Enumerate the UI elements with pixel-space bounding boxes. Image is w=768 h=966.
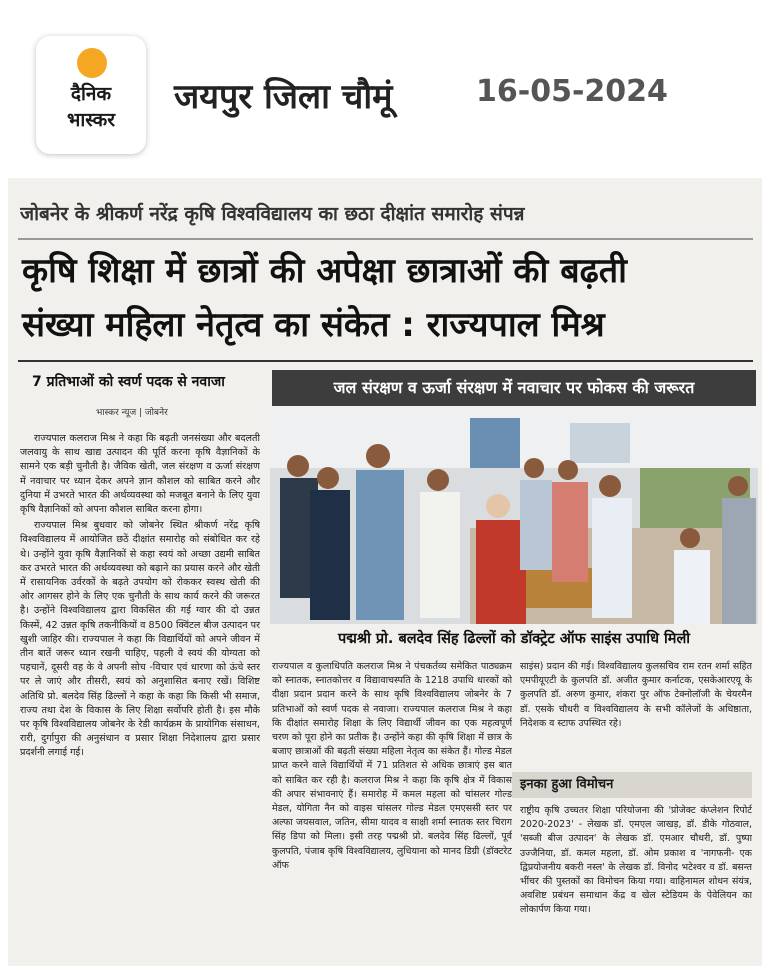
article-kicker: जोबनेर के श्रीकर्ण नरेंद्र कृषि विश्वविद्यालय का छठा दीक्षांत समारोह संपन्न: [20, 203, 525, 225]
edition-location: जयपुर जिला चौमूं: [174, 77, 393, 117]
left-paragraph-1: राज्यपाल कलराज मिश्र ने कहा कि बढ़ती जनसंख्या और बदलती जलवायु के साथ खाद्य उत्पादन की पूर्ति करना कृषि वैज्ञानिकों के सामने एक बड़ी चुनौती है। जैविक खेती, जल संरक्षण व ऊर्जा संरक्षण में नवाचार पर ध्यान देकर अपने ज्ञान कौशल को साबित करने और दुनिया में उभरते भारत की अर्थव्यवस्था को मजबूत बनाने के लिए युवा कृषि वैज्ञानिकों को अपना कौशल साबित करना होगा।: [20, 433, 260, 516]
headline-divider: [18, 360, 753, 362]
article-subhead: 7 प्रतिभाओं को स्वर्ण पदक से नवाजा: [32, 374, 225, 390]
release-box-title: इनका हुआ विमोचन: [512, 772, 752, 798]
right-column-text: साइंस) प्रदान की गई। विश्वविद्यालय कुलसचिव राम रतन शर्मा सहित एमपीयूएटी के कुलपति डॉ. अजीत कुमार कर्नाटक, एसकेआरएयू के कुलपति डॉ. अरुण कुमार, शंकरा पुर ऑफ टेक्नोलॉजी के चेयरमैन डॉ. एसके चौधरी व विश्वविद्यालय के सभी कॉलेजों के अधिष्ठाता, निदेशक व स्टाफ उपस्थित रहे।: [520, 661, 752, 729]
logo-sun-icon: [77, 48, 107, 78]
logo-text-line1: दैनिक: [70, 83, 112, 105]
article-headline: [22, 244, 757, 352]
left-paragraph-2: राज्यपाल मिश्र बुधवार को जोबनेर स्थित श्रीकर्ण नरेंद्र कृषि विश्वविद्यालय में आयोजित छठें दीक्षांत समारोह को संबोधित कर रहे थे। उन्होंने युवा कृषि वैज्ञानिकों से कहा स्वयं को अच्छा उद्यमी साबित कर उभरते भारत की अर्थव्यवस्था को बढ़ाने का प्रयास करने और खेती में रासायनिक उर्वरकों के बढ़ते उपयोग को रोककर स्वस्थ खेती की ओर आगसर होने के लिए एक चुनौती के साथ कार्य करने की जरूरत है। उन्होंने विश्वविद्यालय द्वारा विकसित की गई ग्वार की दो उन्नत किस्में, 42 उन्नत कृषि तकनीकियों व 8500 क्विंटल बीज उत्पादन पर खुशी जाहिर की। राज्यपाल ने कहा कि विद्यार्थियों को अपने जीवन में तीन बातें जरूर ध्यान रखनी चाहिए, पहली वे स्वयं की योग्यता को पहचानें, दूसरी वह के वे अपनी सोच -विचार एवं धारणा को ऊंचे स्तर पर ले जाएं और तीसरी, स्वयं को अनुशासित बनाए रखें। विशिष्ट अतिथि प्रो. बलदेव सिंह ढिल्लों ने कहा के कहा कि किसी भी समाज, राज्य तथा देश के विकास के लिए शिक्षा सर्वोपरि होती है। इस मौके पर कृषि विश्वविद्यालय जोबनेर के रेडी कार्यक्रम के प्रायोगिक संसाधन, रारी, दुर्गापुरा की अनुसंधान व प्रसार शिक्षा निदेशालय द्वारा प्रसार प्रदर्शनी लगाई गई।: [20, 520, 260, 759]
article-byline: भास्कर न्यूज | जोबनेर: [96, 408, 168, 418]
event-photo-illustration: [270, 408, 758, 624]
release-box-text: राष्ट्रीय कृषि उच्चतर शिक्षा परियोजना की 'प्रोजेक्ट कंप्लेशन रिपोर्ट 2020-2023' - लेखक डॉ. एमएल जाखड़, डॉ. डीके गोठवाल, 'सब्जी बीज उत्पादन' के लेखक डॉ. एमआर चौधरी, डॉ. पुष्पा उज्जैनिया, डॉ. कमल महला, डॉ. ओम प्रकाश व 'नागफनी- एक द्विप्रयोजनीय बकरी नस्ल' के लेखक डॉ. विनोद भटेश्वर व डॉ. बसन्त भींचर की पुस्तकों का विमोचन किया गया। वाहिनामल शोधन संयंत्र, अवशिष्ट प्रबंधन समाधान केंद्र व खेल स्टेडियम के पेवेलियन का लोकार्पण किया गया।: [520, 805, 752, 916]
left-column: [20, 432, 260, 962]
kicker-divider: [18, 238, 753, 240]
photo-caption-headline: पद्मश्री प्रो. बलदेव सिंह ढिल्लों को डॉक्ट्रेट ऑफ साइंस उपाधि मिली: [337, 631, 691, 647]
middle-column-text: राज्यपाल व कुलाधिपति कलराज मिश्र ने पंचकर्तव्य समेकित पाठ्यक्रम को स्नातक, स्नातकोत्तर व विद्यावाचस्पति के 1218 उपाधि धारकों को दीक्षा प्रदान प्रदान करने के साथ कृषि विश्वविद्यालय जोबनेर के 7 प्रतिभाओं को स्वर्ण पदक से नवाजा। राज्यपाल कलराज मिश्र ने कहा कि दीक्षांत समारोह शिक्षा के लिए विद्यार्थी जीवन का एक महत्वपूर्ण चरण को पूरा होने का प्रतीक है। उन्होंने कहा की कृषि शिक्षा में छात्र के बजाए छात्राओं की बढ़ती संख्या महिला नेतृत्व का संकेत हैं। गोल्ड मेडल प्राप्त करने वाले विद्यार्थियों में 71 प्रतिशत से अधिक छात्राएं इस बात को साबित कर रही है। कलराज मिश्र ने कहा कि कृषि क्षेत्र में विकास की अपार संभावनाएं हैं। समारोह में कमल महला को चांसलर गोल्ड मेडल, योगिता नैन को वाइस चांसलर गोल्ड मेडल एमएससी स्तर पर अल्फा जयसवाल, जतिन, सीमा यादव व साक्षी शर्मा स्नातक स्तर चिराग सिंह डिपा को मिला। इसी तरह पद्मश्री प्रो. बलदेव सिंह ढिल्लों, पूर्व कुलपति, पंजाब कृषि विश्वविद्यालय, लुधियाना को मानद डिग्री (डॉक्टरेट ऑफ: [272, 661, 512, 871]
edition-date: 16-05-2024: [476, 74, 668, 109]
dainik-bhaskar-logo: [36, 36, 146, 154]
headline-line-1: कृषि शिक्षा में छात्रों की अपेक्षा छात्राओं की बढ़ती: [22, 251, 627, 291]
event-photo: [270, 408, 758, 624]
photo-banner: जल संरक्षण व ऊर्जा संरक्षण में नवाचार पर फोकस की जरूरत: [272, 370, 756, 406]
headline-line-2: संख्या महिला नेतृत्व का संकेत : राज्यपाल मिश्र: [22, 305, 605, 345]
logo-text-line2: भास्कर: [66, 109, 116, 131]
